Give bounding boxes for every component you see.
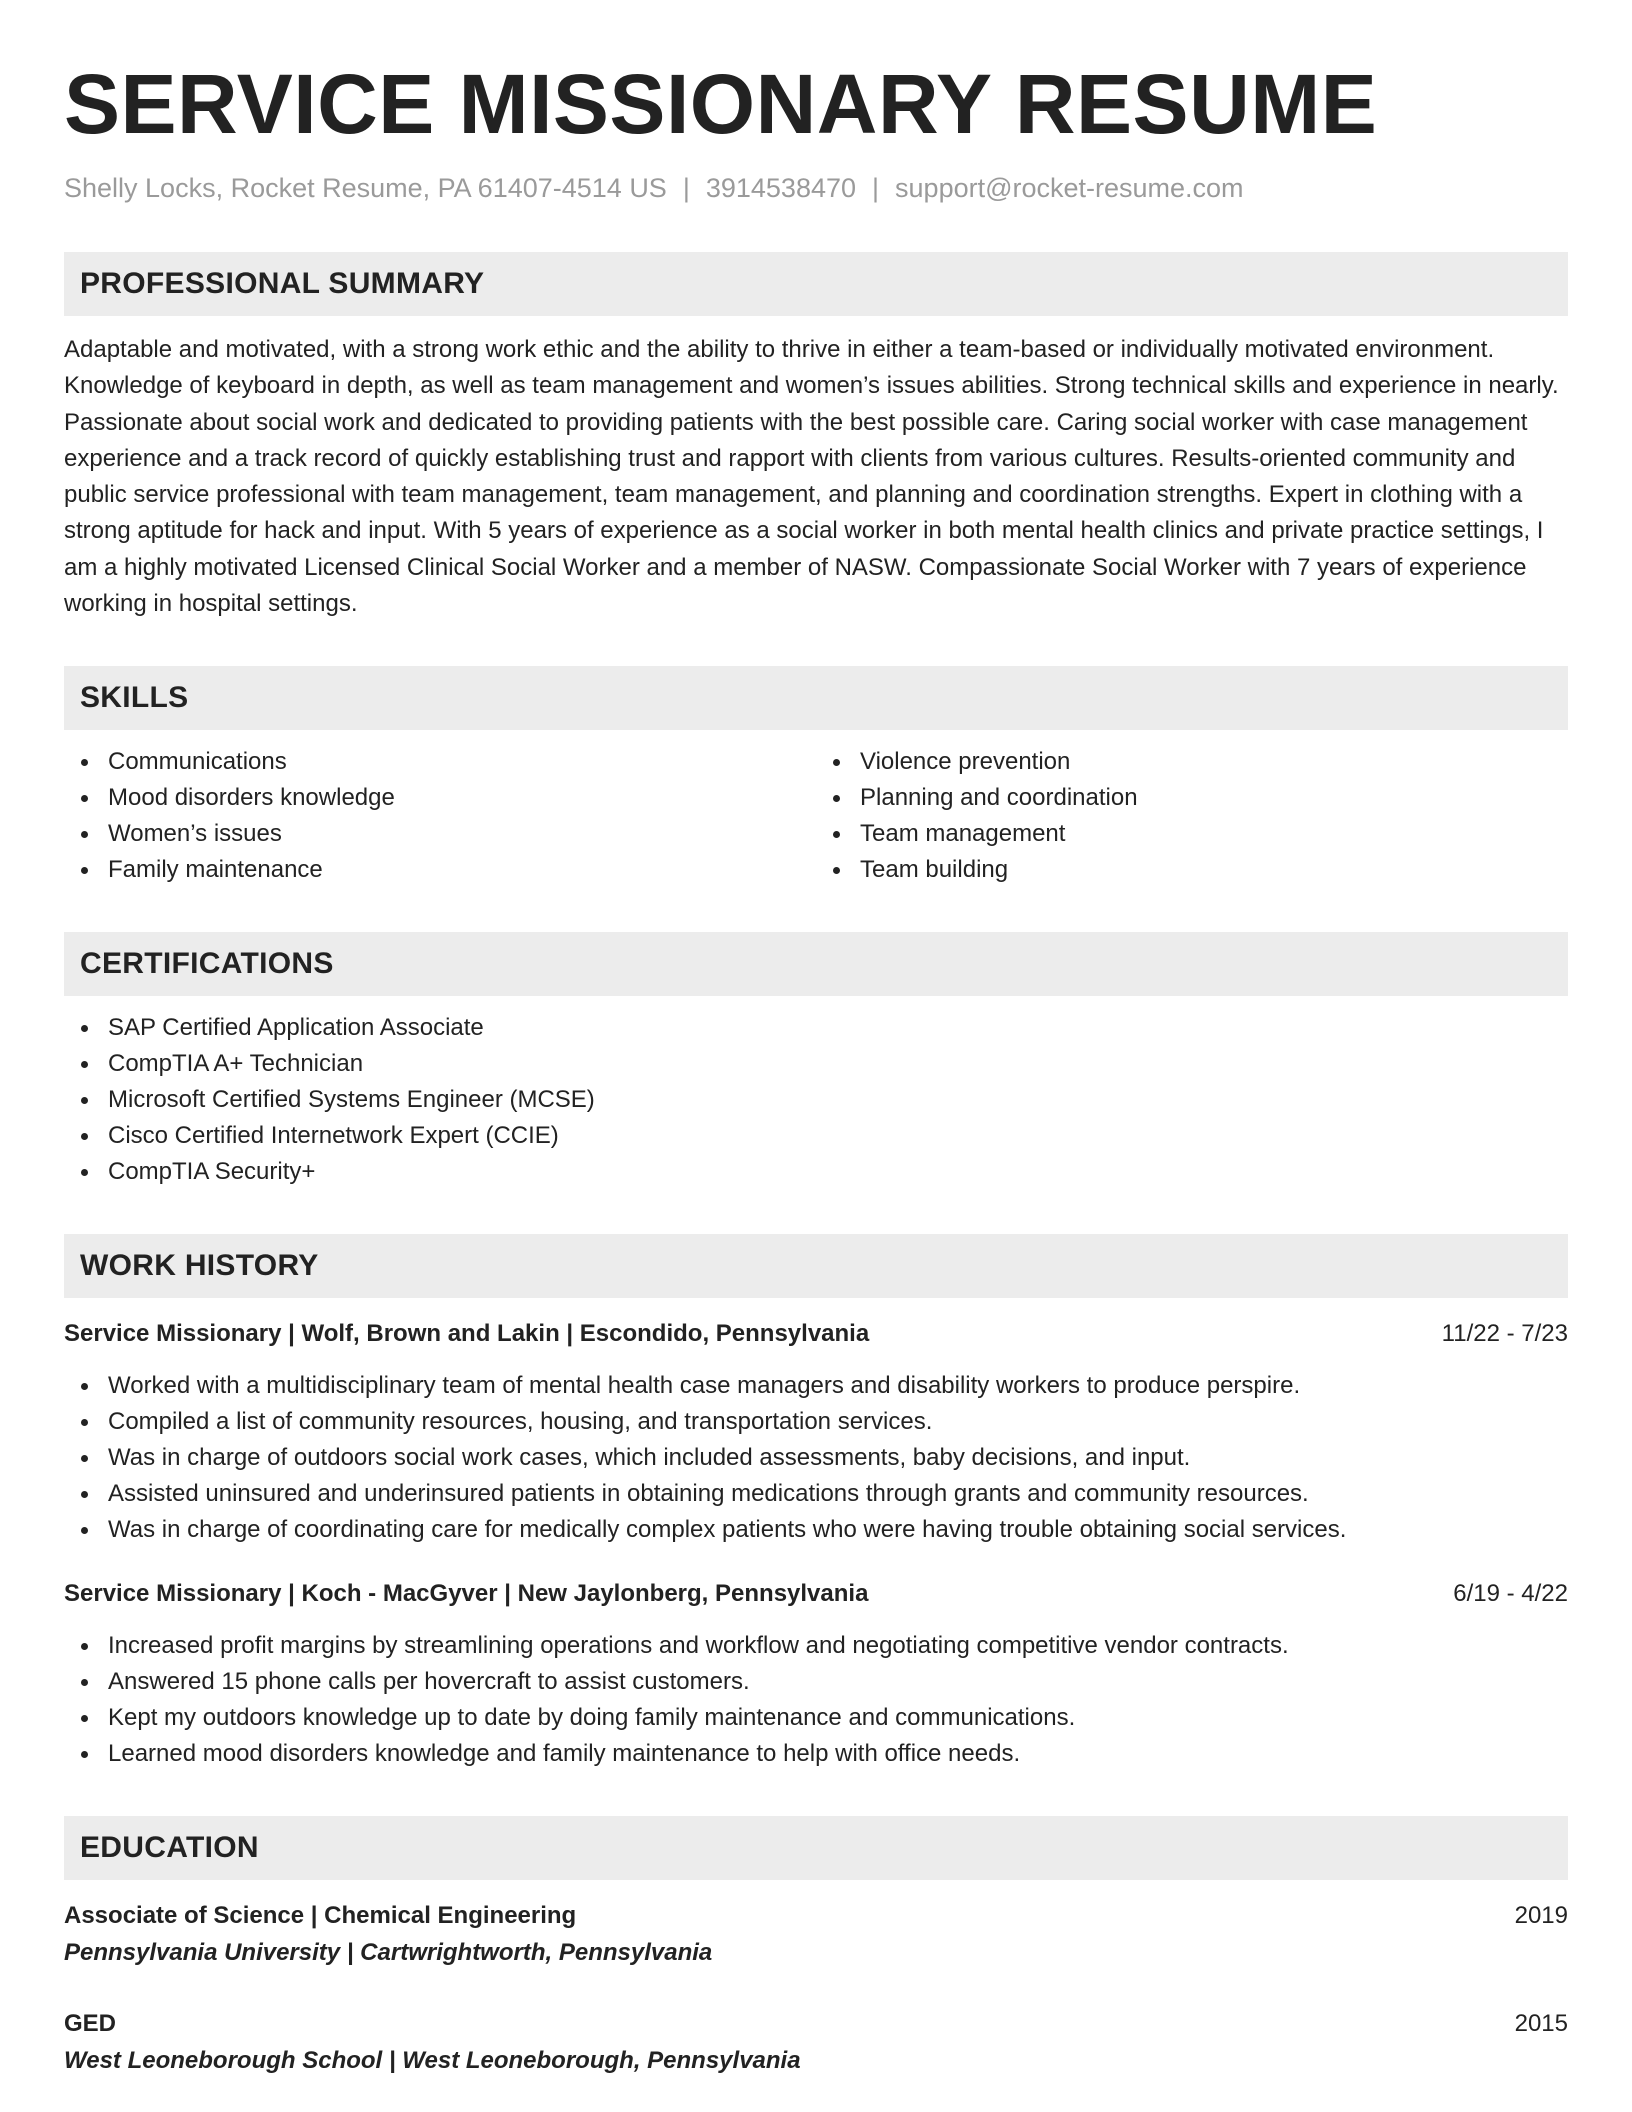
contact-address: Shelly Locks, Rocket Resume, PA 61407-4514 US xyxy=(64,173,667,203)
job-bullet: Compiled a list of community resources, housing, and transportation services. xyxy=(108,1404,1568,1440)
job-entry xyxy=(64,1576,1568,1772)
job-bullet: Worked with a multidisciplinary team of mental health case managers and disability workers to produce perspire. xyxy=(108,1368,1568,1404)
skills-list-left xyxy=(64,744,816,888)
certification-item: SAP Certified Application Associate xyxy=(108,1010,1568,1046)
job-bullet: Learned mood disorders knowledge and family maintenance to help with office needs. xyxy=(108,1736,1568,1772)
section-heading-summary: PROFESSIONAL SUMMARY xyxy=(64,252,1568,316)
education-degree: Associate of Science | Chemical Engineering xyxy=(64,1902,577,1930)
section-heading-skills: SKILLS xyxy=(64,666,1568,730)
skill-item: Planning and coordination xyxy=(860,780,1568,816)
section-heading-certifications: CERTIFICATIONS xyxy=(64,932,1568,996)
certification-item: CompTIA A+ Technician xyxy=(108,1046,1568,1082)
certification-item: CompTIA Security+ xyxy=(108,1154,1568,1190)
job-bullet: Assisted uninsured and underinsured patients in obtaining medications through grants and community resources. xyxy=(108,1476,1568,1512)
skill-item: Family maintenance xyxy=(108,852,816,888)
job-bullet: Was in charge of outdoors social work cases, which included assessments, baby decisions, and input. xyxy=(108,1440,1568,1476)
section-heading-education: EDUCATION xyxy=(64,1816,1568,1880)
education-entry xyxy=(64,1898,1568,1972)
certification-item: Microsoft Certified Systems Engineer (MCSE) xyxy=(108,1082,1568,1118)
certifications-list xyxy=(64,1010,1568,1190)
job-title: Service Missionary | Wolf, Brown and Lakin | Escondido, Pennsylvania xyxy=(64,1320,870,1348)
contact-phone: 3914538470 xyxy=(705,173,857,203)
education-year: 2015 xyxy=(1514,2010,1568,2038)
education-header xyxy=(64,1898,1568,1934)
job-header xyxy=(64,1316,1568,1352)
resume-title: SERVICE MISSIONARY RESUME xyxy=(64,57,1378,151)
job-dates: 6/19 - 4/22 xyxy=(1453,1580,1568,1608)
job-dates: 11/22 - 7/23 xyxy=(1441,1320,1568,1348)
education-school: Pennsylvania University | Cartwrightworth, Pennsylvania xyxy=(64,1939,713,1967)
summary-text: Adaptable and motivated, with a strong work ethic and the ability to thrive in either a team-based or individually motivated environment. Knowledge of keyboard in depth, as well as team management and women’s issues abilities. Strong technical skills and experience in nearly. Passionate about social work and dedicated to providing patients with the best possible care. Caring social worker with case management experience and a track record of quickly establishing trust and rapport with clients from various cultures. Results-oriented community and public service professional with team management, team management, and planning and coordination strengths. Expert in clothing with a strong aptitude for hack and input. With 5 years of experience as a social worker in both mental health clinics and private practice settings, I am a highly motivated Licensed Clinical Social Worker and a member of NASW. Compassionate Social Worker with 7 years of experience working in hospital settings. xyxy=(64,336,1559,618)
job-bullet: Answered 15 phone calls per hovercraft to assist customers. xyxy=(108,1664,1568,1700)
skill-item: Women’s issues xyxy=(108,816,816,852)
skills-list-right xyxy=(816,744,1568,888)
contact-separator: | xyxy=(682,173,690,203)
job-header xyxy=(64,1576,1568,1612)
job-bullet: Kept my outdoors knowledge up to date by doing family maintenance and communications. xyxy=(108,1700,1568,1736)
job-bullets xyxy=(64,1368,1568,1548)
skill-item: Team management xyxy=(860,816,1568,852)
education-header xyxy=(64,2006,1568,2042)
contact-separator: | xyxy=(872,173,880,203)
job-entry xyxy=(64,1316,1568,1548)
skill-item: Violence prevention xyxy=(860,744,1568,780)
job-bullet: Was in charge of coordinating care for medically complex patients who were having trouble obtaining social services. xyxy=(108,1512,1568,1548)
skill-item: Communications xyxy=(108,744,816,780)
contact-line xyxy=(64,168,1568,208)
job-bullets xyxy=(64,1628,1568,1772)
skill-item: Mood disorders knowledge xyxy=(108,780,816,816)
job-bullet: Increased profit margins by streamlining operations and workflow and negotiating competitive vendor contracts. xyxy=(108,1628,1568,1664)
contact-email: support@rocket-resume.com xyxy=(895,173,1244,203)
education-school: West Leoneborough School | West Leoneborough, Pennsylvania xyxy=(64,2047,801,2075)
education-year: 2019 xyxy=(1514,1902,1568,1930)
skills-grid xyxy=(64,744,1568,888)
skill-item: Team building xyxy=(860,852,1568,888)
section-heading-work-history: WORK HISTORY xyxy=(64,1234,1568,1298)
certification-item: Cisco Certified Internetwork Expert (CCIE) xyxy=(108,1118,1568,1154)
job-title: Service Missionary | Koch - MacGyver | New Jaylonberg, Pennsylvania xyxy=(64,1580,869,1608)
education-degree: GED xyxy=(64,2010,117,2038)
education-entry xyxy=(64,2006,1568,2080)
